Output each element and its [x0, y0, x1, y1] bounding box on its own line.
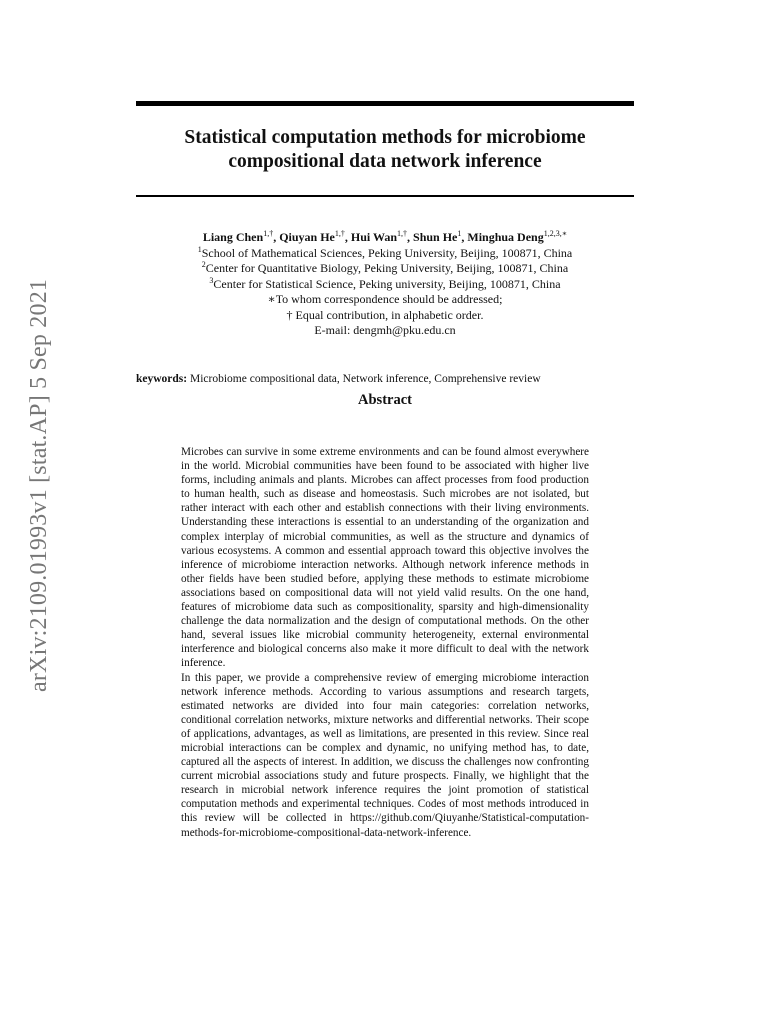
affiliation-text: Center for Statistical Science, Peking university, Beijing, 100871, China [213, 276, 561, 291]
title-line-2: compositional data network inference [228, 151, 542, 172]
abstract-body [181, 445, 589, 840]
arxiv-side-label: arXiv:2109.01993v1 [stat.AP] 5 Sep 2021 [26, 278, 52, 692]
author-sup: 1 [457, 229, 462, 238]
author-name: Hui Wan [350, 230, 398, 244]
author-name: Minghua Deng [467, 230, 544, 244]
keywords-line [136, 373, 634, 385]
email-line: E-mail: dengmh@pku.edu.cn [314, 323, 456, 337]
affiliation-sup: 2 [201, 260, 206, 269]
abstract-paragraph-1: Microbes can survive in some extreme environments and can be found almost everywhere in the world. Microbial communities have been found to be associated with higher live forms, including animals and plants. Microbes can affect processes from food production to human health, such as disease and homeostasis. Such microbes are not isolated, but rather interact with each other and establish connections with their living environments. Understanding these interactions is essential to an understanding of the organization and complex interplay of microbial communities, as well as the structure and dynamics of various ecosystems. A common and essential approach toward this objective involves the inference of microbiome interaction networks. Although network inference methods in other fields have been studied before, applying these methods to estimate microbiome associations based on compositional data will not yield valid results. On the one hand, features of microbiome data such as compositionality, sparsity and high-dimensionality challenge the data normalization and the design of computational methods. On the other hand, several issues like microbial community heterogeneity, external environmental interference and biological concerns also make it more difficult to deal with the network inference. [181, 446, 589, 670]
author-name: Qiuyan He [279, 230, 335, 244]
title-rule [136, 195, 634, 197]
paper-title [136, 126, 634, 174]
affiliation-sup: 3 [209, 275, 214, 285]
equal-contribution-note: † Equal contribution, in alphabetic order. [286, 307, 484, 322]
author-block [136, 230, 634, 339]
top-rule [136, 101, 634, 106]
keywords-label: keywords: [136, 373, 188, 385]
author-sup: 1,† [334, 229, 345, 238]
author-list: Liang Chen$^{1,\dagger}$, Qiuyan $He^{1,\dagger}$, Hui Wan$^{1,\dagger}$, Shun He$^1$, Minghua Deng$^{1,2,3,∗}$ [202, 229, 568, 244]
correspondence-note: ∗To whom correspondence should be addressed; [267, 292, 503, 306]
keywords-text: Microbiome compositional data, Network inference, Comprehensive review [190, 373, 541, 385]
abstract-heading: Abstract [358, 392, 412, 408]
author-sup: 1,2,3,∗ [543, 229, 568, 238]
title-line-1: Statistical computation methods for microbiome [184, 127, 586, 148]
affiliation-sup: 1 [197, 244, 202, 254]
author-sup: 1,† [397, 229, 408, 238]
affiliation-text: Center for Quantitative Biology, Peking University, Beijing, 100871, China [205, 261, 569, 275]
affiliation-text: School of Mathematical Sciences, Peking University, Beijing, 100871, China [201, 245, 573, 260]
affiliation [136, 277, 634, 293]
author-sup: 1,† [263, 229, 274, 238]
author-name: Liang Chen [202, 230, 264, 244]
abstract-paragraph-2: In this paper, we provide a comprehensive review of emerging microbiome interaction network inference methods. According to various assumptions and research targets, estimated networks are divided into four main categories: correlation networks, conditional correlation networks, mixture networks and differential networks. Their scope of applications, advantages, as well as limitations, are presented in this review. Since real microbial interactions can be complex and dynamic, no unifying method has, to date, captured all the aspects of interest. In addition, we discuss the challenges now confronting current microbial associations study and future prospects. Finally, we highlight that the research in microbial network inference requires the joint promotion of statistical computation methods and experimental techniques. Codes of most methods introduced in this review will be collected in https://github.com/Qiuyanhe/Statistical-computation-methods-for-microbiome-compositional-data-network-inference. [181, 671, 589, 839]
affiliation [136, 246, 634, 262]
author-name: Shun He [413, 230, 458, 244]
affiliation [136, 261, 634, 277]
